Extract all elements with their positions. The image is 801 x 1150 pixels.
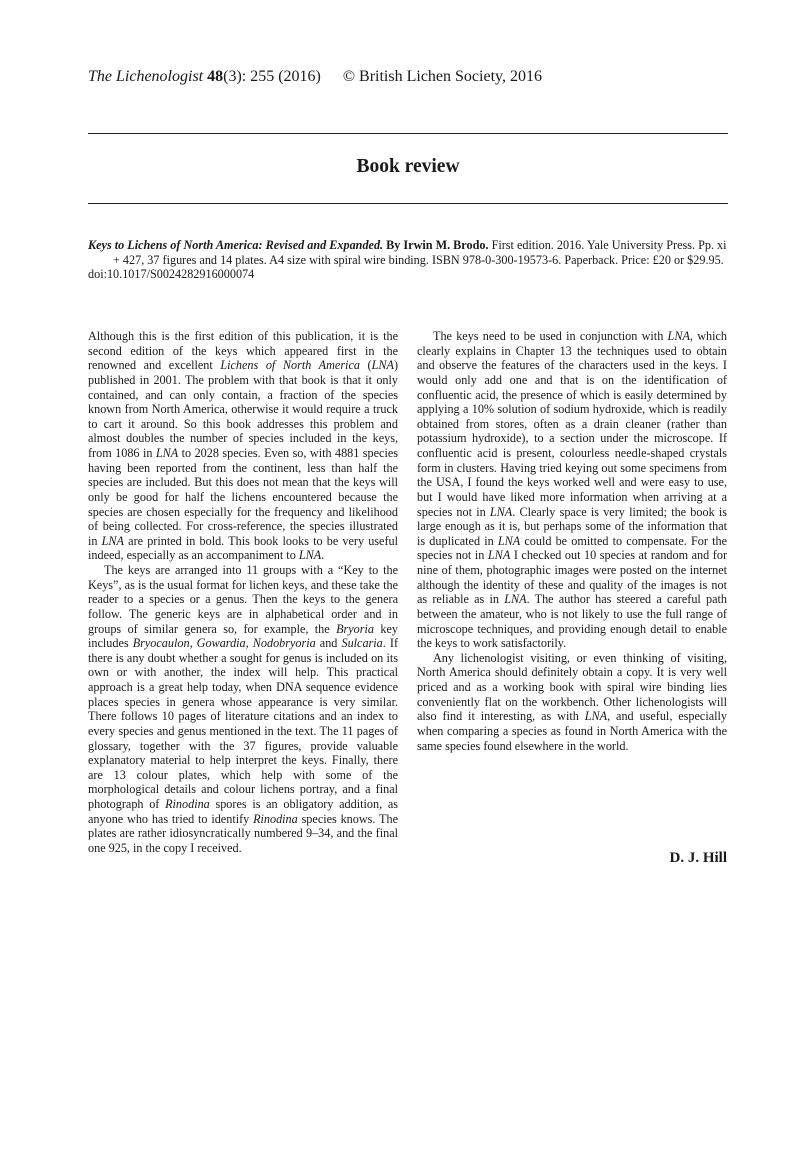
journal-name: The Lichenologist — [88, 68, 204, 85]
reviewer-signature: D. J. Hill — [669, 850, 727, 866]
journal-volume: 48 — [207, 68, 224, 85]
journal-issue-pages: (3): 255 (2016) — [223, 68, 321, 85]
book-title: Keys to Lichens of North America: Revised and Expanded. — [88, 238, 384, 252]
right-column — [417, 329, 727, 753]
running-head — [88, 67, 542, 87]
paragraph-2: The keys are arranged into 11 groups with a “Key to the Keys”, as is the usual format for lichen keys, and these take the reader to a species or a genus. Then the keys to the genera follow. The generic keys are in alphabetical order and in groups of similar genera so, for example, the Bryoria key includes Bryocaulon, Gowardia, Nodobryoria and Sulcaria. If there is any doubt whether a sought for genus is included on its own or with another, the index will help. This practical approach is a great help today, when DNA sequence evidence places species in genera whose appearance is very similar. There follows 10 pages of literature citations and an index to every species and genus mentioned in the text. The 11 pages of glossary, together with the 37 figures, provide valuable explanatory material to help interpret the keys. Finally, there are 13 colour plates, which help with some of the morphological details and colour lichens portray, and a final photograph of Rinodina spores is an obligatory addition, as anyone who has tried to identify Rinodina species knows. The plates are rather idiosyncratically numbered 9–34, and the final one 925, in the copy I received. — [88, 563, 399, 855]
section-title: Book review — [356, 156, 460, 177]
paragraph-1: Although this is the first edition of this publication, it is the second edition of the keys which appeared first in the renowned and excellent Lichens of North America (LNA) published in 2001. The problem with that book is that it only contained, and can only contain, a fraction of the species known from North America, otherwise it would require a truck to cart it around. So this book addresses this problem and almost doubles the number of species included in the keys, from 1086 in LNA to 2028 species. Even so, with 4881 species having been reported from the continent, less than half the species are included. But this does not mean that the keys will only be good for half the lichens encountered because the species are chosen especially for the frequency and likelihood of being collected. For cross-reference, the species illustrated in LNA are printed in bold. This book looks to be very useful indeed, especially as an accompaniment to LNA. — [88, 329, 399, 563]
paragraph-3: The keys need to be used in conjunction with LNA, which clearly explains in Chapter 13 the techniques used to obtain and observe the features of the characters used in the keys. I would only add one and that is on the identification of confluentic acid, the presence of which is easily determined by applying a 10% solution of sodium hydroxide, which is readily obtained from stores, often as a drain cleaner (rather than potassium hydroxide), to a section under the microscope. If confluentic acid is present, colourless needle-shaped crystals form in clusters. Having tried keying out some specimens from the USA, I found the keys worked well and were easy to use, but I would have liked more information when arriving at a species not in LNA. Clearly space is very limited; the book is large enough as it is, but perhaps some of the information that is duplicated in LNA could be omitted to compensate. For the species not in LNA I checked out 10 species at random and for nine of them, photographic images were posted on the internet although the identity of these and quality of the images is not as reliable as in LNA. The author has steered a careful path between the amateur, who is not likely to use the full range of microscope techniques, and providing enough detail to enable the keys to work satisfactorily. — [417, 329, 728, 651]
top-rule — [88, 133, 728, 134]
book-citation — [88, 238, 728, 282]
doi: doi:10.1017/S0024282916000074 — [88, 267, 255, 282]
book-author: By Irwin M. Brodo. — [386, 238, 489, 252]
copyright-notice: © British Lichen Society, 2016 — [342, 68, 542, 85]
book-details: First edition. 2016. Yale University Press. Pp. xi + 427, 37 figures and 14 plates. A4 size with spiral wire binding. ISBN 978-0-300-19573-6. Paperback. Price: £20 or $29.95. — [113, 238, 727, 267]
left-column — [88, 329, 398, 856]
paragraph-4: Any lichenologist visiting, or even thinking of visiting, North America should definitely obtain a copy. It is very well priced and as a working book with spiral wire binding lies conveniently flat on the workbench. Other lichenologists will also find it interesting, as with LNA, and useful, especially when comparing a species as found in North America with the same species found elsewhere in the world. — [417, 650, 727, 753]
bottom-rule — [88, 203, 728, 204]
